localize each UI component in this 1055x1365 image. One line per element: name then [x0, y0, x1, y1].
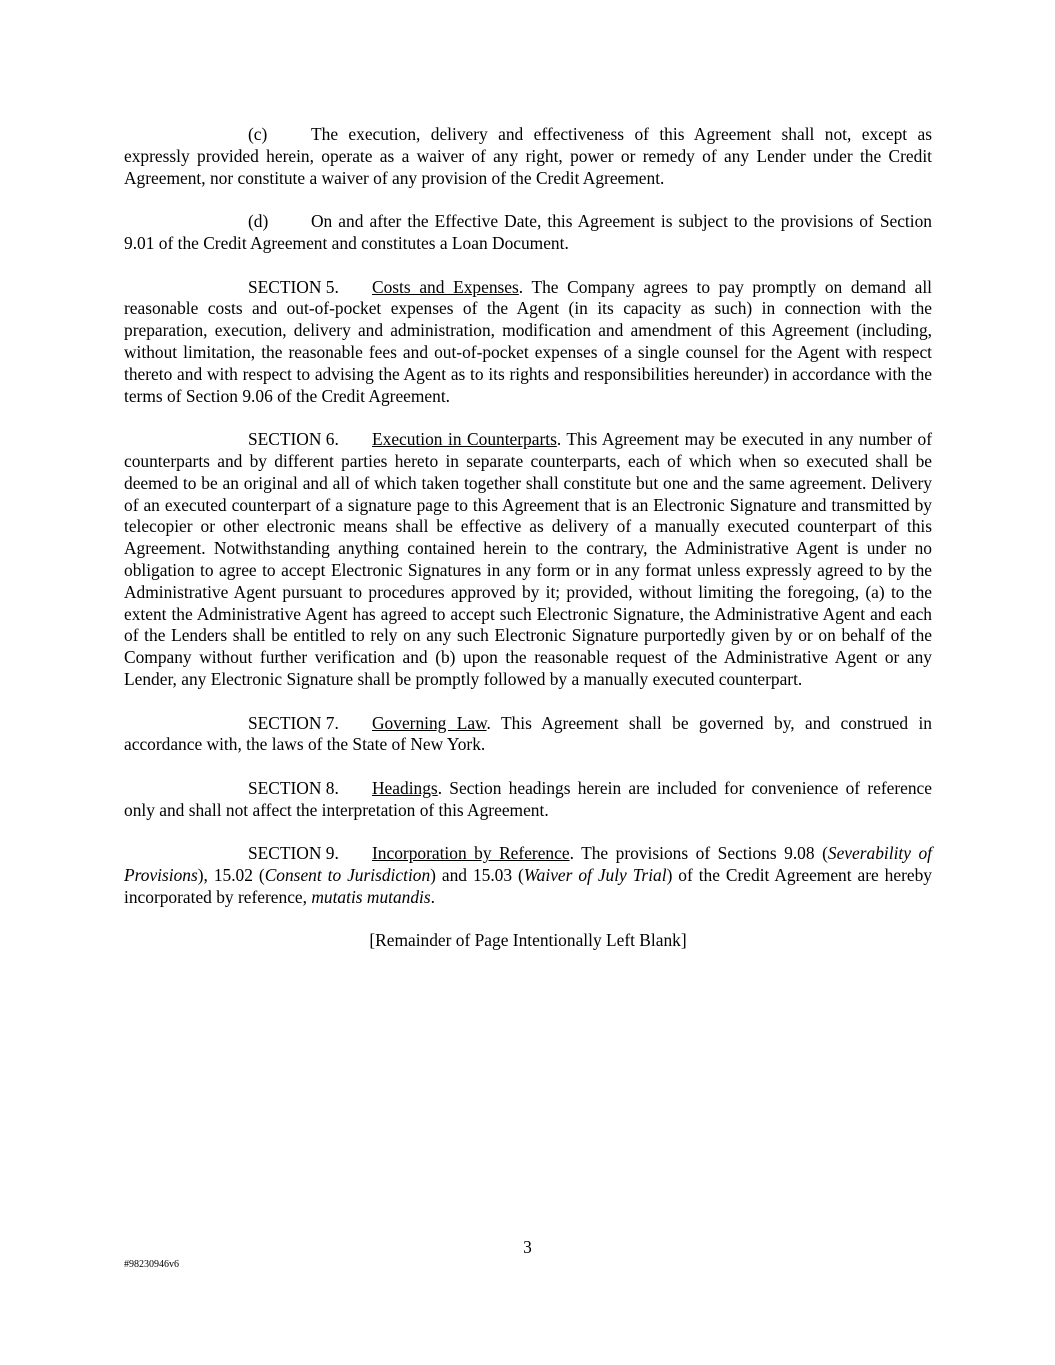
section-text: ) and 15.03 ( — [430, 865, 524, 886]
section-label: SECTION 7. — [248, 712, 339, 733]
section-heading: Execution in Counterparts — [372, 429, 557, 450]
section-italic-text: Consent to Jurisdiction — [264, 865, 431, 886]
paragraph-marker: (d) — [248, 211, 269, 232]
section-text: . The provisions of Sections 9.08 ( — [569, 843, 828, 864]
section-7 — [124, 713, 932, 757]
remainder-note: [Remainder of Page Intentionally Left Blank] — [369, 930, 687, 951]
document-id: #98230946v6 — [124, 1259, 179, 1270]
section-text: ) of the Credit Agreement are hereby incorporated by reference, — [124, 865, 932, 907]
section-heading: Governing Law — [372, 712, 487, 733]
paragraph-d — [124, 211, 932, 255]
section-text: . This Agreement shall be governed by, and construed in accordance with, the laws of the State of New York. — [124, 712, 932, 755]
page-number: 3 — [523, 1237, 532, 1257]
paragraph-c — [124, 124, 932, 189]
section-heading: Incorporation by Reference — [372, 843, 570, 864]
document-body — [124, 124, 932, 952]
section-8 — [124, 778, 932, 822]
section-label: SECTION 9. — [248, 843, 339, 864]
section-9 — [124, 843, 932, 908]
section-italic-text: mutatis mutandis — [311, 886, 431, 907]
section-text: . — [430, 886, 436, 907]
section-text: . This Agreement may be executed in any number of counterparts and by different parties hereto in separate counterparts, each of which when so executed shall be deemed to be an original and all of which taken together shall constitute but one and the same agreement. Delivery of an executed counterpart of a signature page to this Agreement that is an Electronic Signature and transmitted by telecopier or other electronic means shall be effective as delivery of a manually executed counterpart of this Agreement. Notwithstanding anything contained herein to the contrary, the Administrative Agent is under no obligation to agree to accept Electronic Signatures in any form or in any format unless expressly agreed to by the Administrative Agent pursuant to procedures approved by it; provided, without limiting the foregoing, (a) to the extent the Administrative Agent has agreed to accept such Electronic Signature, the Administrative Agent and each of the Lenders shall be entitled to rely on any such Electronic Signature purportedly given by or on behalf of the Company without further verification and (b) upon the reasonable request of the Administrative Agent or any Lender, any Electronic Signature shall be promptly followed by a manually executed counterpart. — [124, 429, 932, 689]
paragraph-text: On and after the Effective Date, this Agreement is subject to the provisions of Section 9.01 of the Credit Agreement and constitutes a Loan Document. — [124, 211, 932, 253]
paragraph-marker: (c) — [248, 124, 268, 144]
section-6 — [124, 429, 932, 691]
section-italic-text: Waiver of July Trial — [523, 865, 667, 886]
section-5 — [124, 277, 932, 408]
section-text: . Section headings herein are included for convenience of reference only and shall not affect the interpretation of this Agreement. — [124, 777, 932, 820]
section-heading: Costs and Expenses — [372, 276, 519, 297]
paragraph-text: The execution, delivery and effectiveness of this Agreement shall not, except as expressly provided herein, operate as a waiver of any right, power or remedy of any Lender under the Credit Agreement, nor constitute a waiver of any provision of the Credit Agreement. — [124, 124, 932, 188]
section-heading: Headings — [372, 777, 438, 798]
section-label: SECTION 8. — [248, 777, 339, 798]
section-label: SECTION 6. — [248, 429, 339, 450]
section-text: ), 15.02 ( — [197, 865, 265, 886]
section-text: . The Company agrees to pay promptly on demand all reasonable costs and out-of-pocket expenses of the Agent (in its capacity as such) in connection with the preparation, execution, delivery and administration, modification and amendment of this Agreement (including, without limitation, the reasonable fees and out-of-pocket expenses of a single counsel for the Agent with respect thereto and with respect to advising the Agent as to its rights and responsibilities hereunder) in accordance with the terms of Section 9.06 of the Credit Agreement. — [124, 276, 932, 406]
section-italic-text: Severability of Provisions — [124, 843, 932, 886]
section-label: SECTION 5. — [248, 276, 339, 297]
